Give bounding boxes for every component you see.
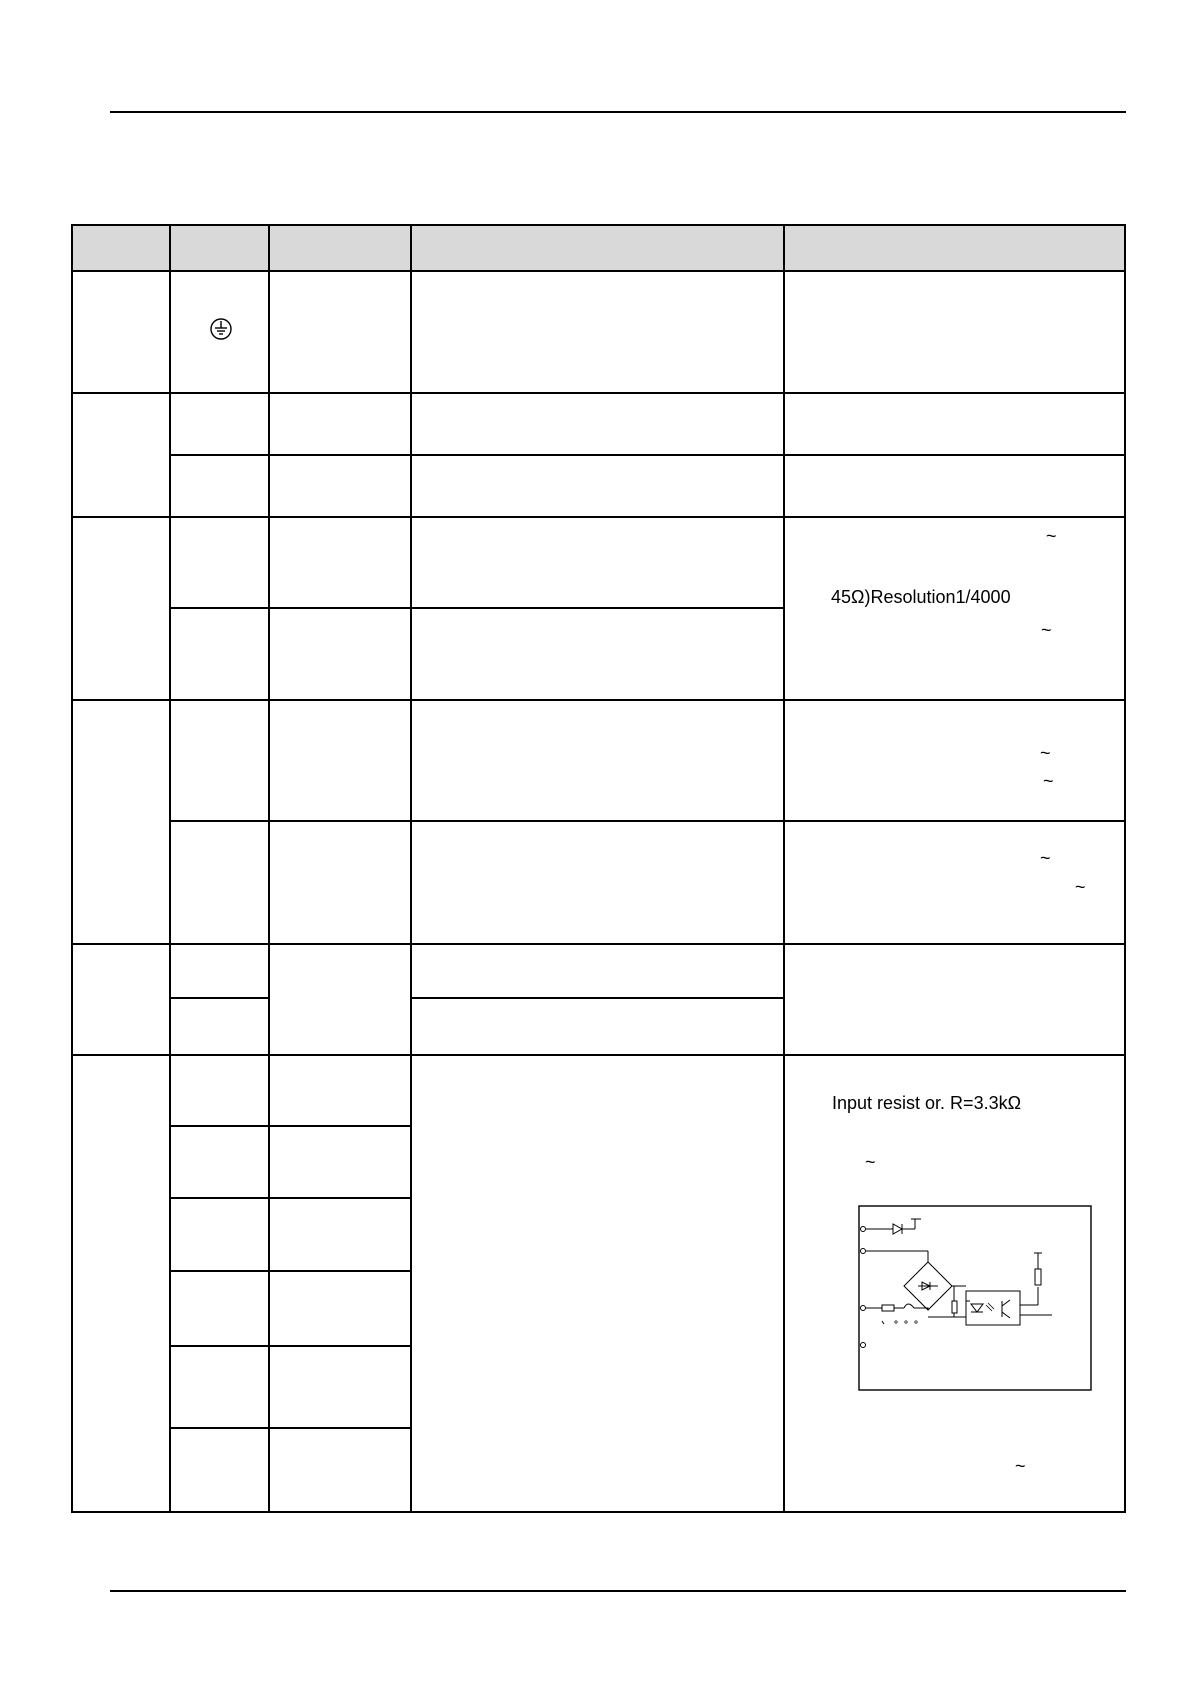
terminal-table [71,224,1126,1513]
range-tilde: ~ [1043,771,1054,791]
range-tilde: ~ [1040,848,1051,868]
header-rule [110,111,1126,113]
range-tilde: ~ [1075,877,1086,897]
optocoupler-input-circuit-diagram [858,1205,1092,1391]
protective-earth-icon [208,316,234,342]
range-tilde: ~ [865,1152,876,1172]
range-tilde: ~ [1040,743,1051,763]
range-tilde: ~ [1041,620,1052,640]
input-resistor-note: Input resist or. R=3.3kΩ [832,1093,1022,1113]
footer-rule [110,1590,1126,1592]
resolution-note: 45Ω)Resolution1/4000 [831,587,1011,607]
range-tilde: ~ [1015,1456,1026,1476]
range-tilde: ~ [1046,526,1057,546]
